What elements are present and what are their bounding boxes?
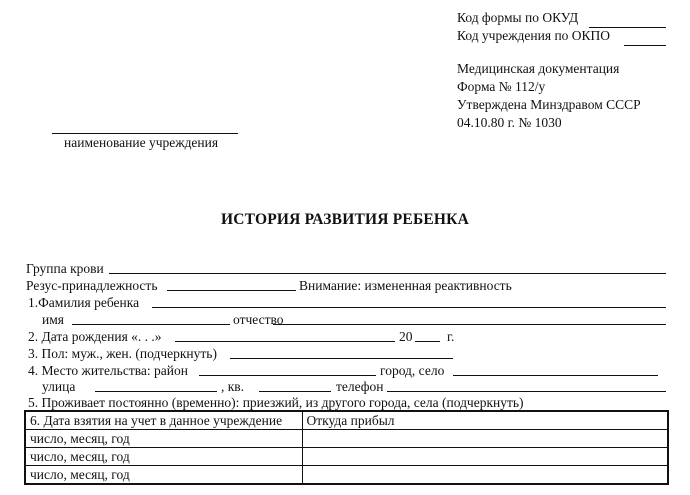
table-row xyxy=(25,466,668,485)
institution-name-field[interactable] xyxy=(52,133,238,134)
arrived-from-cell[interactable] xyxy=(302,466,668,485)
approval-line: Утверждена Минздравом СССР xyxy=(457,97,641,112)
street-label: улица xyxy=(42,379,76,394)
year-suffix: г. xyxy=(447,329,455,344)
rh-factor-label: Резус-принадлежность xyxy=(26,278,158,293)
child-surname-field[interactable] xyxy=(152,307,666,308)
arrived-from-header: Откуда прибыл xyxy=(302,411,668,430)
registration-table xyxy=(24,410,669,485)
street-field[interactable] xyxy=(95,391,217,392)
blood-group-field[interactable] xyxy=(109,273,666,274)
meddoc-line-1: Медицинская документация xyxy=(457,61,620,76)
birth-date-label: 2. Дата рождения «. . .» xyxy=(28,329,162,344)
arrived-from-cell[interactable] xyxy=(302,448,668,466)
birth-year-field[interactable] xyxy=(415,341,440,342)
first-name-label: имя xyxy=(42,312,64,327)
first-name-field[interactable] xyxy=(72,324,230,325)
attention-label: Внимание: измененная реактивность xyxy=(299,278,512,293)
table-row xyxy=(25,430,668,448)
form-number: Форма № 112/у xyxy=(457,79,546,94)
year-prefix: 20 xyxy=(399,329,413,344)
sex-label: 3. Пол: муж., жен. (подчеркнуть) xyxy=(28,346,217,361)
city-label: город, село xyxy=(380,363,445,378)
arrived-from-cell[interactable] xyxy=(302,430,668,448)
birth-date-field[interactable] xyxy=(175,341,395,342)
approval-date: 04.10.80 г. № 1030 xyxy=(457,115,562,130)
okpo-code-field[interactable] xyxy=(624,45,666,46)
sex-field[interactable] xyxy=(230,358,453,359)
page-title: ИСТОРИЯ РАЗВИТИЯ РЕБЕНКА xyxy=(220,211,470,228)
residence-district-field[interactable] xyxy=(199,375,376,376)
city-field[interactable] xyxy=(453,375,658,376)
child-surname-label: 1.Фамилия ребенка xyxy=(28,295,140,310)
blood-group-label: Группа крови xyxy=(26,261,104,276)
table-row xyxy=(25,448,668,466)
permanent-residence-label: 5. Проживает постоянно (временно): приезжий, из другого города, села (подчеркнуть) xyxy=(28,395,524,410)
rh-factor-field[interactable] xyxy=(167,290,296,291)
table-header-row xyxy=(25,411,668,430)
registration-date-cell[interactable]: число, месяц, год xyxy=(25,466,302,485)
patronymic-label: отчество xyxy=(233,312,284,327)
registration-date-cell[interactable]: число, месяц, год xyxy=(25,448,302,466)
okud-code-label: Код формы по ОКУД xyxy=(457,10,579,25)
residence-district-label: 4. Место жительства: район xyxy=(28,363,188,378)
registration-date-cell[interactable]: число, месяц, год xyxy=(25,430,302,448)
apartment-field[interactable] xyxy=(259,391,331,392)
registration-date-header: 6. Дата взятия на учет в данное учреждение xyxy=(25,411,302,430)
phone-label: телефон xyxy=(336,379,384,394)
phone-field[interactable] xyxy=(387,391,666,392)
patronymic-field[interactable] xyxy=(273,324,666,325)
okpo-code-label: Код учреждения по ОКПО xyxy=(457,28,611,43)
institution-name-caption: наименование учреждения xyxy=(64,135,219,150)
apartment-label: , кв. xyxy=(221,379,245,394)
